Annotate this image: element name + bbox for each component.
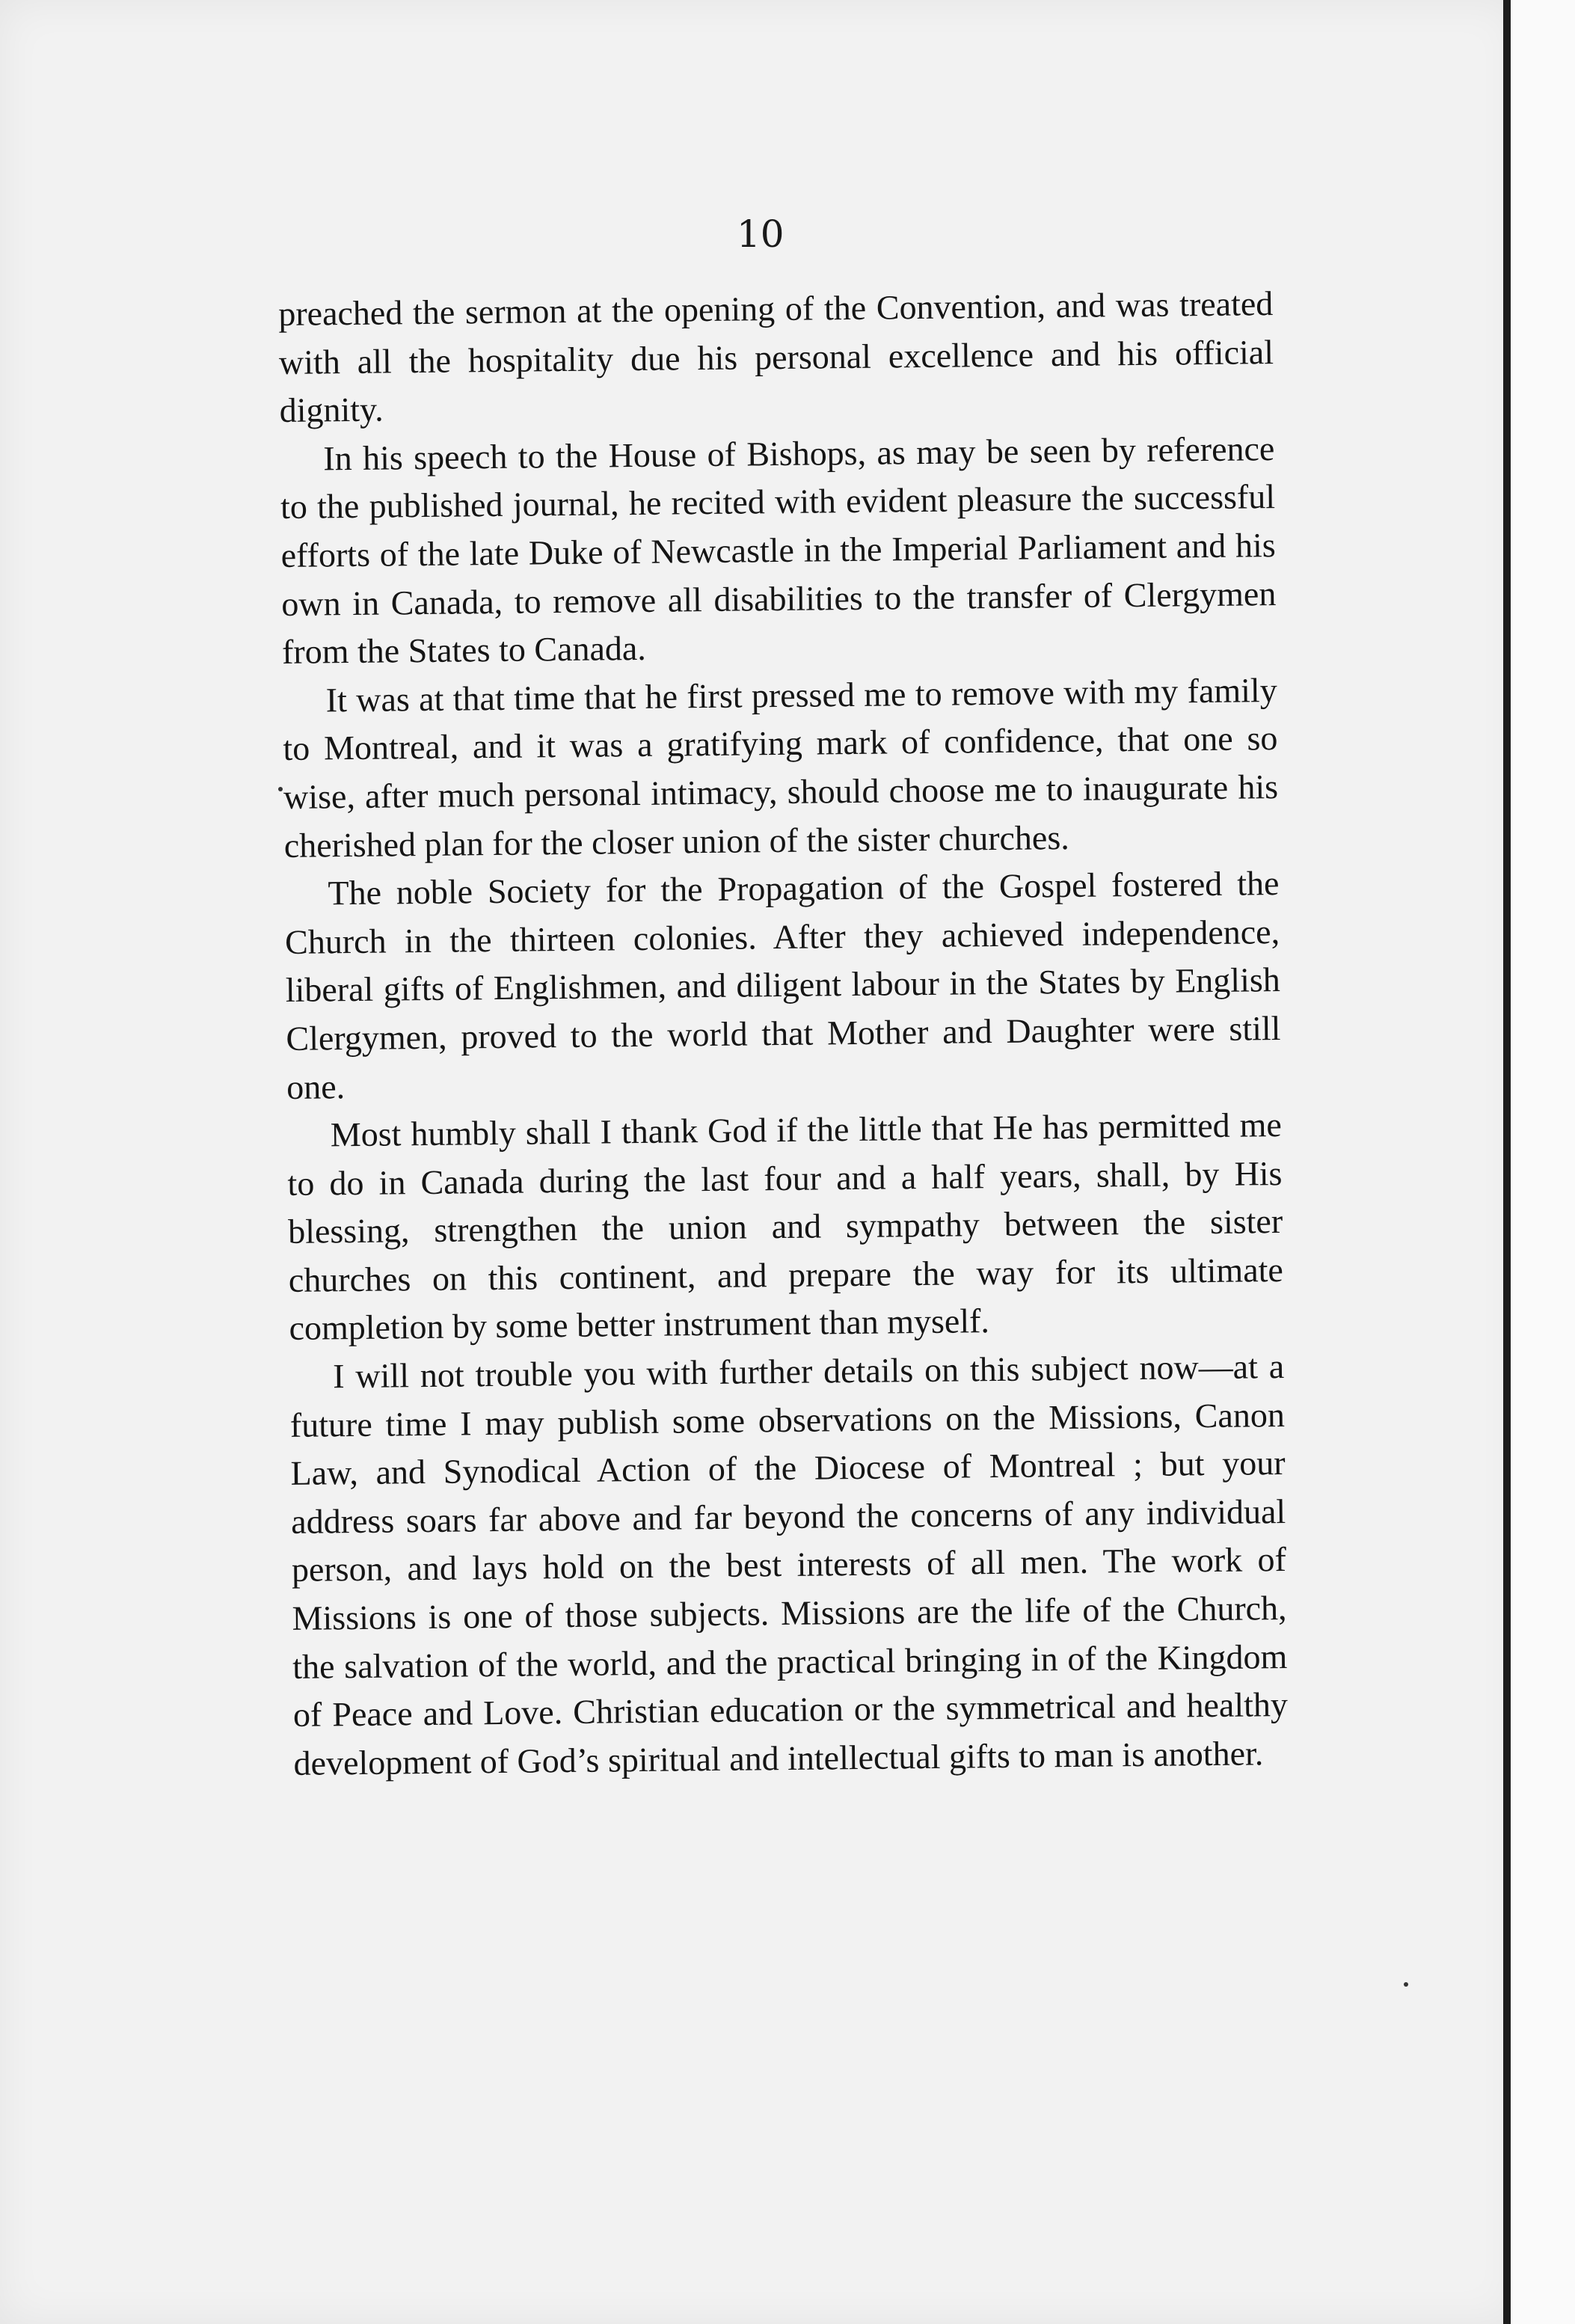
body-text [278,280,1289,1788]
paragraph-5: Most humbly shall I thank God if the little that He has permitted me to do in Canada during the last four and a half years, shall, by His blessing, strengthen the union and sympathy between the sister churches on this continent, and prepare the way for its ultimate completion by some better instrument than myself. [287,1106,1284,1348]
page-number: 10 [737,212,785,256]
page-binding-edge [1503,0,1511,2324]
scan-margin [1511,0,1575,2324]
paragraph-4: The noble Society for the Propagation of the Gospel fostered the Church in the thirteen colonies. After they achieved independence, liberal gifts of Englishmen, and diligent labour in the States by English Clergymen, proved to the world that Mother and Daughter were still one. [284,864,1281,1106]
paragraph-1: preached the sermon at the opening of the Convention, and was treated with all the hospitality due his personal excellence and his official dignity. [278,284,1274,430]
ink-speck [1404,1982,1408,1987]
paragraph-6: I will not trouble you with further details on this subject now—at a future time I may publish some observations on the Missions, Canon Law, and Synodical Action of the Diocese of Montreal ; but your address soars far above and far beyond the concerns of any individual person, and lays hold on the best interests of all men. The work of Missions is one of those subjects. Missions are the life of the Church, the salvation of the world, and the practical bringing in of the Kingdom of Peace and Love. Christian education or the symmetrical and healthy development of God’s spiritual and intellectual gifts to man is another. [289,1347,1289,1782]
paragraph-3: It was at that time that he first pressed me to remove with my family to Montreal, and it was a gratifying mark of confidence, that one so wise, after much personal intimacy, should choose me to inaugurate his cherished plan for the closer union of the sister churches. [283,670,1279,865]
ink-speck [278,787,283,791]
paragraph-2: In his speech to the House of Bishops, as may be seen by reference to the published journal, he recited with evident pleasure the successful efforts of the late Duke of Newcastle in the Imperial Parliament and his own in Canada, to remove all disabilities to the transfer of Clergymen from the States to Canada. [280,429,1277,672]
